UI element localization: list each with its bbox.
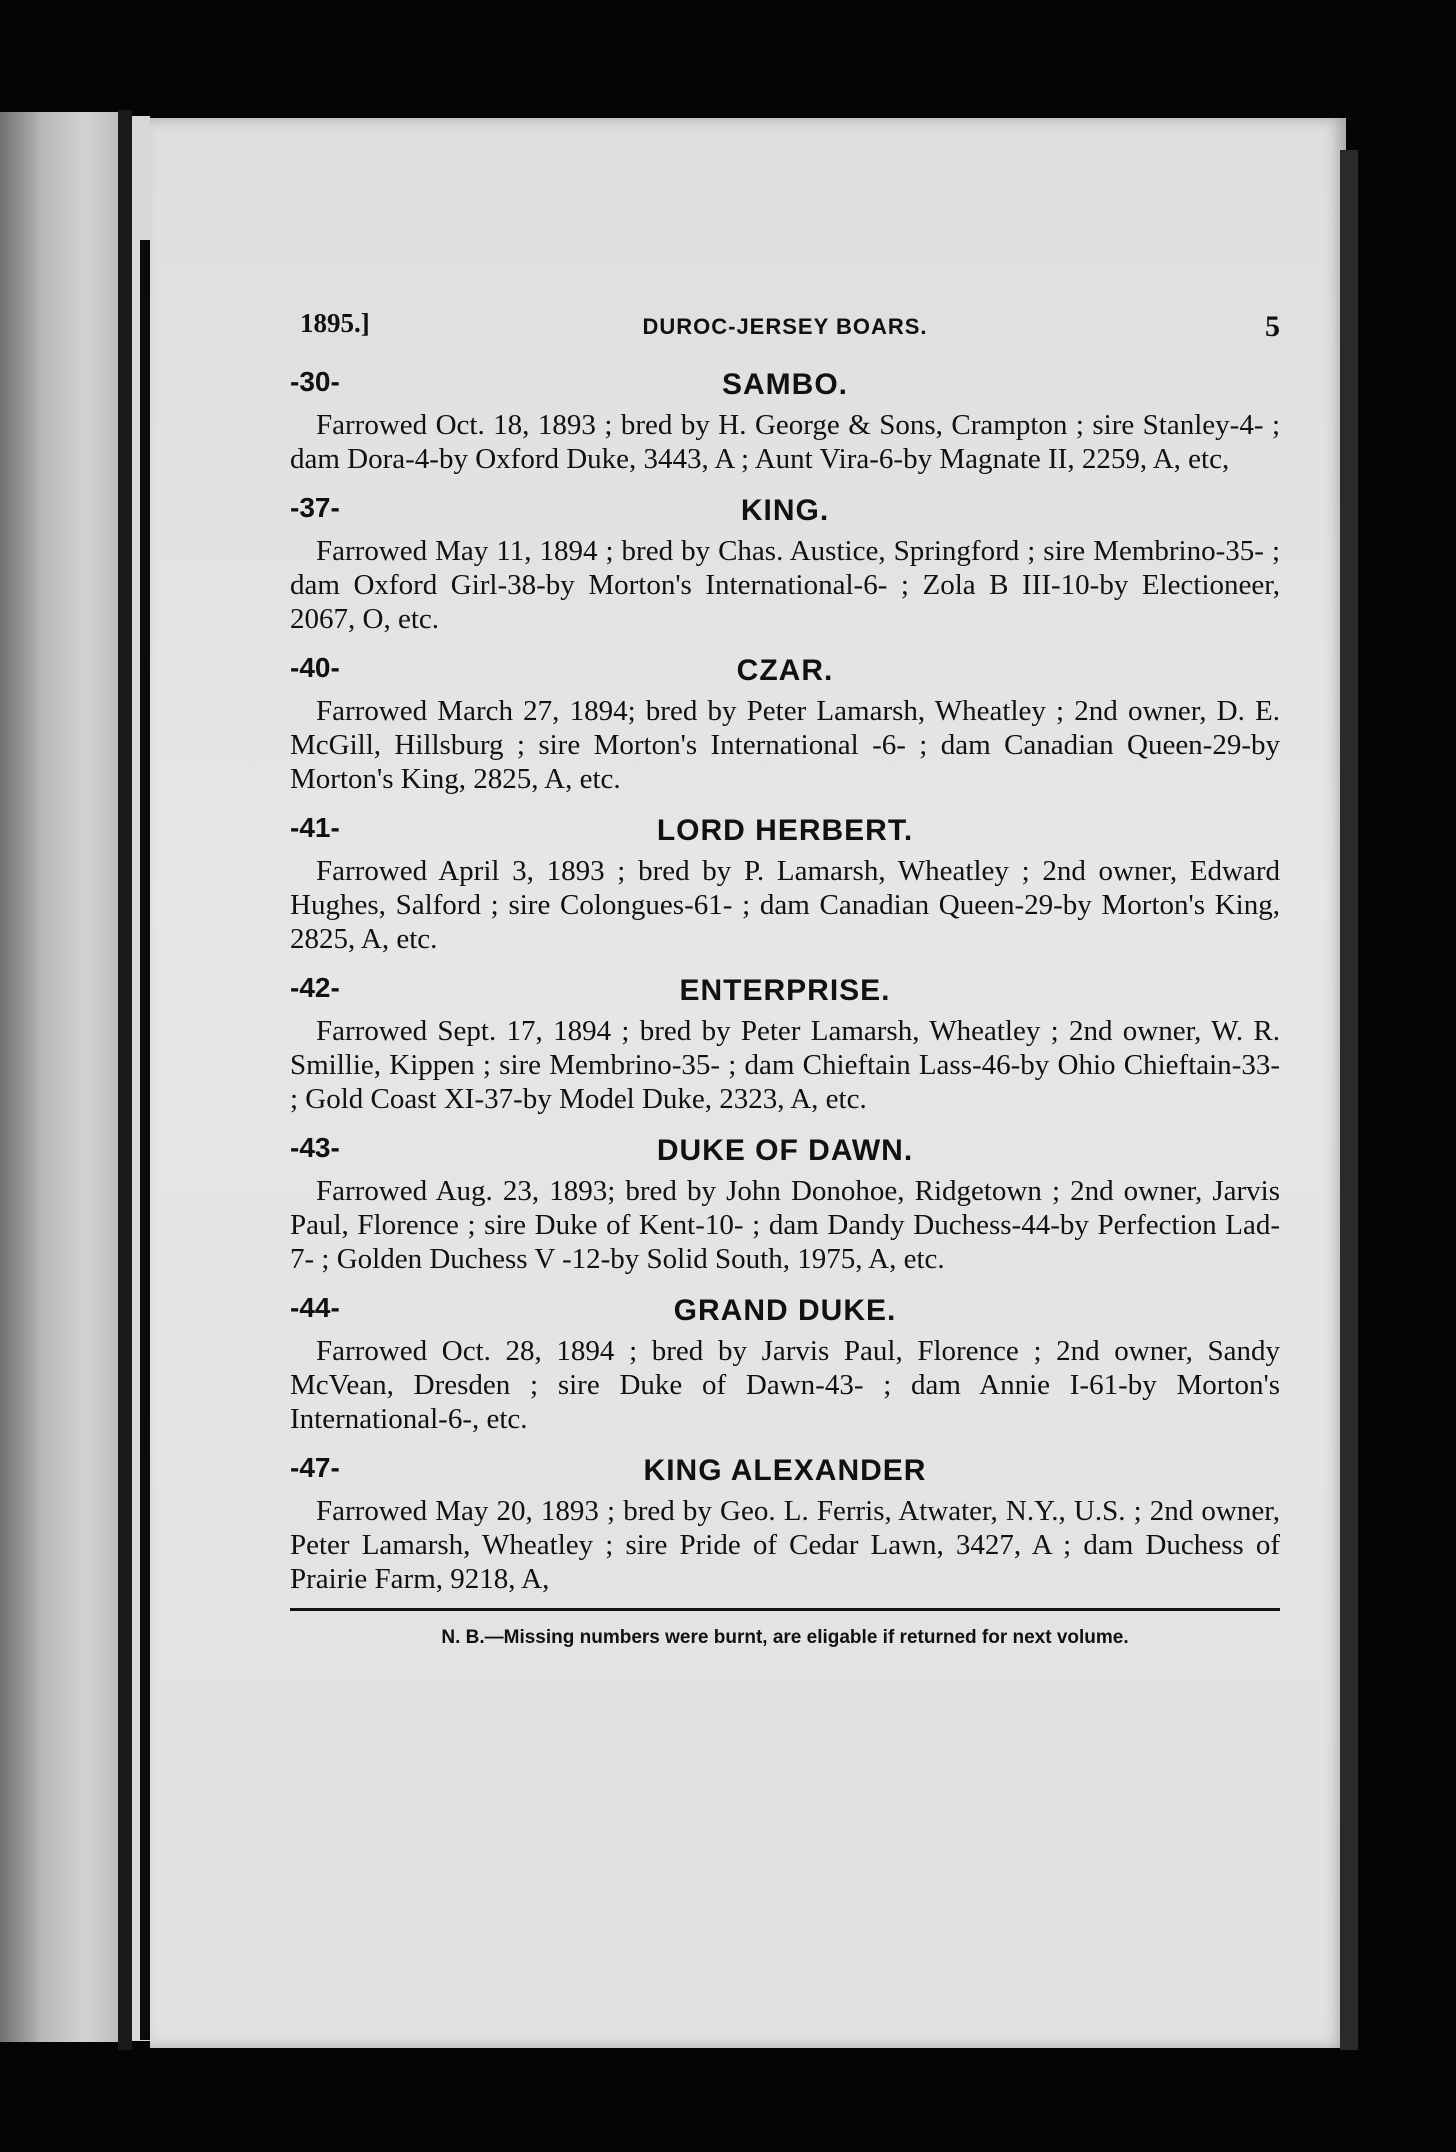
- entry-text: Farrowed Oct. 28, 1894 ; bred by Jarvis Paul, Florence ; 2nd owner, Sandy McVean, Dresden ; sire Duke of Dawn-43- ; dam Annie I-61-by Morton's International-6-, etc.: [290, 1335, 1280, 1435]
- entry-text: Farrowed Aug. 23, 1893; bred by John Donohoe, Ridgetown ; 2nd owner, Jarvis Paul, Florence ; sire Duke of Kent-10- ; dam Dandy Duchess-44-by Perfection Lad-7- ; Golden Duchess V -12-by Solid South, 1975, A, etc.: [290, 1175, 1280, 1275]
- entry-number: -37-: [290, 492, 340, 523]
- right-edge-shadow: [1340, 150, 1358, 2050]
- entry-name: GRAND DUKE.: [673, 1294, 897, 1327]
- entry-44: [290, 1288, 1280, 1444]
- entry-name: LORD HERBERT.: [656, 814, 914, 847]
- page-edge-shadow: [118, 110, 132, 2050]
- entry-heading: [290, 1128, 1280, 1174]
- entry-37: [290, 488, 1280, 644]
- entry-name: SAMBO.: [722, 368, 848, 401]
- entry-43: [290, 1128, 1280, 1284]
- entry-number: -44-: [290, 1292, 340, 1323]
- entry-number: -42-: [290, 972, 340, 1003]
- entry-heading: [290, 362, 1280, 408]
- entry-heading: [290, 808, 1280, 854]
- running-header: [290, 308, 1280, 358]
- entry-30: [290, 362, 1280, 484]
- page-number: 5: [1265, 310, 1280, 343]
- entry-text: Farrowed Sept. 17, 1894 ; bred by Peter Lamarsh, Wheatley ; 2nd owner, W. R. Smillie, Kippen ; sire Membrino-35- ; dam Chieftain Lass-46-by Ohio Chieftain-33- ; Gold Coast XI-37-by Model Duke, 2323, A, etc.: [290, 1015, 1280, 1115]
- entry-41: [290, 808, 1280, 964]
- facing-page: [0, 112, 122, 2042]
- spine-shadow: [140, 240, 150, 2040]
- entry-text: Farrowed April 3, 1893 ; bred by P. Lamarsh, Wheatley ; 2nd owner, Edward Hughes, Salford ; sire Colongues-61- ; dam Canadian Queen-29-by Morton's King, 2825, A, etc.: [290, 855, 1280, 955]
- entry-42: [290, 968, 1280, 1124]
- entry-name: KING ALEXANDER: [643, 1454, 927, 1487]
- entry-text: Farrowed March 27, 1894; bred by Peter Lamarsh, Wheatley ; 2nd owner, D. E. McGill, Hillsburg ; sire Morton's International -6- ; dam Canadian Queen-29-by Morton's King, 2825, A, etc.: [290, 695, 1280, 795]
- entry-number: -47-: [290, 1452, 340, 1483]
- entry-40: [290, 648, 1280, 804]
- entry-heading: [290, 1448, 1280, 1494]
- document-page: [150, 118, 1346, 2048]
- entry-number: -40-: [290, 652, 340, 683]
- entry-number: -43-: [290, 1132, 340, 1163]
- header-year: 1895.]: [300, 308, 370, 338]
- entry-text: Farrowed May 20, 1893 ; bred by Geo. L. Ferris, Atwater, N.Y., U.S. ; 2nd owner, Peter Lamarsh, Wheatley ; sire Pride of Cedar Lawn, 3427, A ; dam Duchess of Prairie Farm, 9218, A,: [290, 1495, 1280, 1595]
- page-content: [290, 308, 1280, 1649]
- entry-47: [290, 1448, 1280, 1604]
- entry-number: -41-: [290, 812, 340, 843]
- entry-heading: [290, 1288, 1280, 1334]
- entry-text: Farrowed May 11, 1894 ; bred by Chas. Austice, Springford ; sire Membrino-35- ; dam Oxford Girl-38-by Morton's International-6- ; Zola B III-10-by Electioneer, 2067, O, etc.: [290, 535, 1280, 635]
- entry-name: KING.: [740, 494, 830, 527]
- entry-name: DUKE OF DAWN.: [656, 1134, 914, 1167]
- entry-heading: [290, 488, 1280, 534]
- entry-name: ENTERPRISE.: [679, 974, 891, 1007]
- footnote-rule: [290, 1608, 1280, 1611]
- header-title: DUROC-JERSEY BOARS.: [642, 314, 928, 339]
- entry-heading: [290, 968, 1280, 1014]
- entry-number: -30-: [290, 366, 340, 397]
- entry-heading: [290, 648, 1280, 694]
- entry-text: Farrowed Oct. 18, 1893 ; bred by H. George & Sons, Crampton ; sire Stanley-4- ; dam Dora-4-by Oxford Duke, 3443, A ; Aunt Vira-6-by Magnate II, 2259, A, etc,: [290, 409, 1280, 475]
- entry-name: CZAR.: [736, 654, 834, 687]
- footnote: N. B.—Missing numbers were burnt, are eligable if returned for next volume.: [441, 1627, 1129, 1648]
